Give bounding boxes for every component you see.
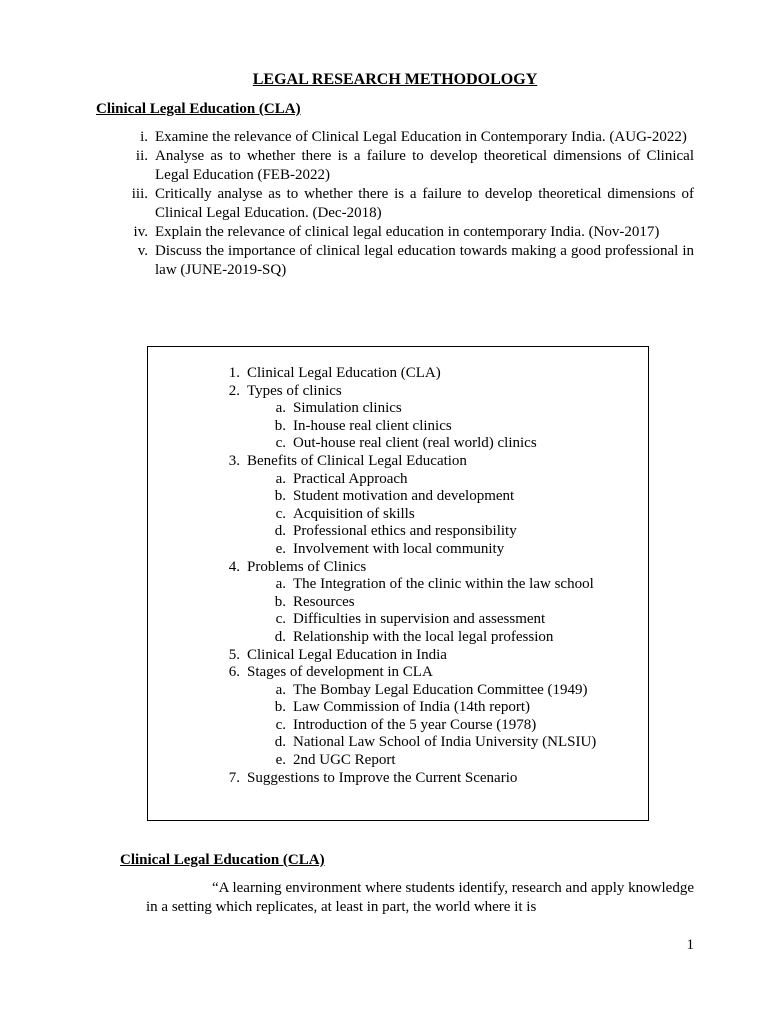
outline-text: Difficulties in supervision and assessment xyxy=(293,611,546,628)
outline-number: 2. xyxy=(228,382,240,399)
outline-number: c. xyxy=(275,505,286,522)
topic-outline-list xyxy=(148,365,648,787)
outline-text: The Bombay Legal Education Committee (1949) xyxy=(293,681,588,698)
outline-subtopic xyxy=(148,418,648,436)
outline-text: Relationship with the local legal profession xyxy=(293,628,554,645)
outline-number: a. xyxy=(275,576,286,593)
outline-text: Resources xyxy=(293,593,355,610)
outline-number: b. xyxy=(274,488,286,505)
outline-subtopic xyxy=(148,576,648,594)
page-number: 1 xyxy=(686,937,694,953)
outline-text: 2nd UGC Report xyxy=(293,752,396,769)
outline-subtopic xyxy=(148,435,648,453)
outline-number: c. xyxy=(275,435,286,452)
outline-subtopic xyxy=(148,752,648,770)
outline-number: 1. xyxy=(228,365,240,381)
outline-topic xyxy=(148,453,648,471)
outline-number: c. xyxy=(275,611,286,628)
outline-subtopic xyxy=(148,488,648,506)
outline-subtopic xyxy=(148,611,648,629)
outline-text: Professional ethics and responsibility xyxy=(293,523,517,540)
question-text: Examine the relevance of Clinical Legal Education in Contemporary India. (AUG-2022) xyxy=(155,129,687,145)
outline-topic xyxy=(148,559,648,577)
outline-text: Types of clinics xyxy=(247,382,342,399)
outline-text: Clinical Legal Education (CLA) xyxy=(247,365,441,381)
outline-number: c. xyxy=(275,716,286,733)
section-heading-2: Clinical Legal Education (CLA) xyxy=(120,852,325,868)
outline-text: Involvement with local community xyxy=(293,540,505,557)
outline-number: a. xyxy=(275,681,286,698)
outline-text: Stages of development in CLA xyxy=(247,664,433,681)
question-text: Explain the relevance of clinical legal education in contemporary India. (Nov-2017) xyxy=(155,224,660,240)
definition-quote: “A learning environment where students identify, research and apply knowledge in a setting which replicates, at least in part, the world where it is xyxy=(146,880,694,915)
outline-topic xyxy=(148,664,648,682)
outline-text: Benefits of Clinical Legal Education xyxy=(247,452,467,469)
question-text: Discuss the importance of clinical legal education towards making a good professional in law (JUNE-2019-SQ) xyxy=(155,243,694,278)
outline-topic xyxy=(148,383,648,401)
outline-number: e. xyxy=(275,540,286,557)
question-number: iii. xyxy=(131,186,148,202)
question-item xyxy=(96,242,694,280)
outline-subtopic xyxy=(148,594,648,612)
outline-text: Practical Approach xyxy=(293,470,408,487)
outline-subtopic xyxy=(148,523,648,541)
outline-number: d. xyxy=(274,734,286,751)
outline-text: In-house real client clinics xyxy=(293,417,452,434)
outline-subtopic xyxy=(148,699,648,717)
topic-outline-box xyxy=(147,346,649,821)
outline-topic xyxy=(148,770,648,788)
question-number: i. xyxy=(140,129,148,145)
outline-text: Introduction of the 5 year Course (1978) xyxy=(293,716,537,733)
outline-subtopic xyxy=(148,734,648,752)
outline-number: 5. xyxy=(228,646,240,663)
outline-number: 7. xyxy=(228,769,240,786)
outline-text: Problems of Clinics xyxy=(247,558,367,575)
outline-text: Student motivation and development xyxy=(293,488,515,505)
outline-number: b. xyxy=(274,417,286,434)
question-text: Critically analyse as to whether there is a failure to develop theoretical dimensions of Clinical Legal Education. (Dec-2018) xyxy=(155,186,694,221)
outline-number: 4. xyxy=(228,558,240,575)
section-heading: Clinical Legal Education (CLA) xyxy=(96,101,301,117)
question-item xyxy=(96,147,694,185)
outline-text: Out-house real client (real world) clinics xyxy=(293,435,537,452)
question-number: iv. xyxy=(133,224,148,240)
outline-subtopic xyxy=(148,541,648,559)
question-number: ii. xyxy=(135,148,148,164)
outline-number: a. xyxy=(275,400,286,417)
outline-subtopic xyxy=(148,506,648,524)
outline-number: a. xyxy=(275,470,286,487)
outline-text: Acquisition of skills xyxy=(293,505,415,522)
outline-topic xyxy=(148,647,648,665)
question-number: v. xyxy=(137,243,148,259)
exam-questions-list xyxy=(96,128,694,280)
outline-text: Suggestions to Improve the Current Scenario xyxy=(247,769,518,786)
outline-number: d. xyxy=(274,628,286,645)
outline-topic xyxy=(148,365,648,383)
outline-text: Simulation clinics xyxy=(293,400,402,417)
outline-number: b. xyxy=(274,593,286,610)
document-title: LEGAL RESEARCH METHODOLOGY xyxy=(252,71,538,88)
outline-subtopic xyxy=(148,682,648,700)
outline-subtopic xyxy=(148,400,648,418)
question-item xyxy=(96,185,694,223)
outline-text: The Integration of the clinic within the law school xyxy=(293,576,594,593)
outline-number: d. xyxy=(274,523,286,540)
outline-subtopic xyxy=(148,717,648,735)
question-item xyxy=(96,223,694,242)
outline-number: b. xyxy=(274,699,286,716)
outline-subtopic xyxy=(148,471,648,489)
outline-text: Clinical Legal Education in India xyxy=(247,646,447,663)
outline-number: 6. xyxy=(228,664,240,681)
question-text: Analyse as to whether there is a failure to develop theoretical dimensions of Clinical Legal Education (FEB-2022) xyxy=(155,148,694,183)
outline-number: e. xyxy=(275,752,286,769)
outline-text: Law Commission of India (14th report) xyxy=(293,699,531,716)
question-item xyxy=(96,128,694,147)
outline-text: National Law School of India University (NLSIU) xyxy=(293,734,597,751)
outline-number: 3. xyxy=(228,452,240,469)
outline-subtopic xyxy=(148,629,648,647)
